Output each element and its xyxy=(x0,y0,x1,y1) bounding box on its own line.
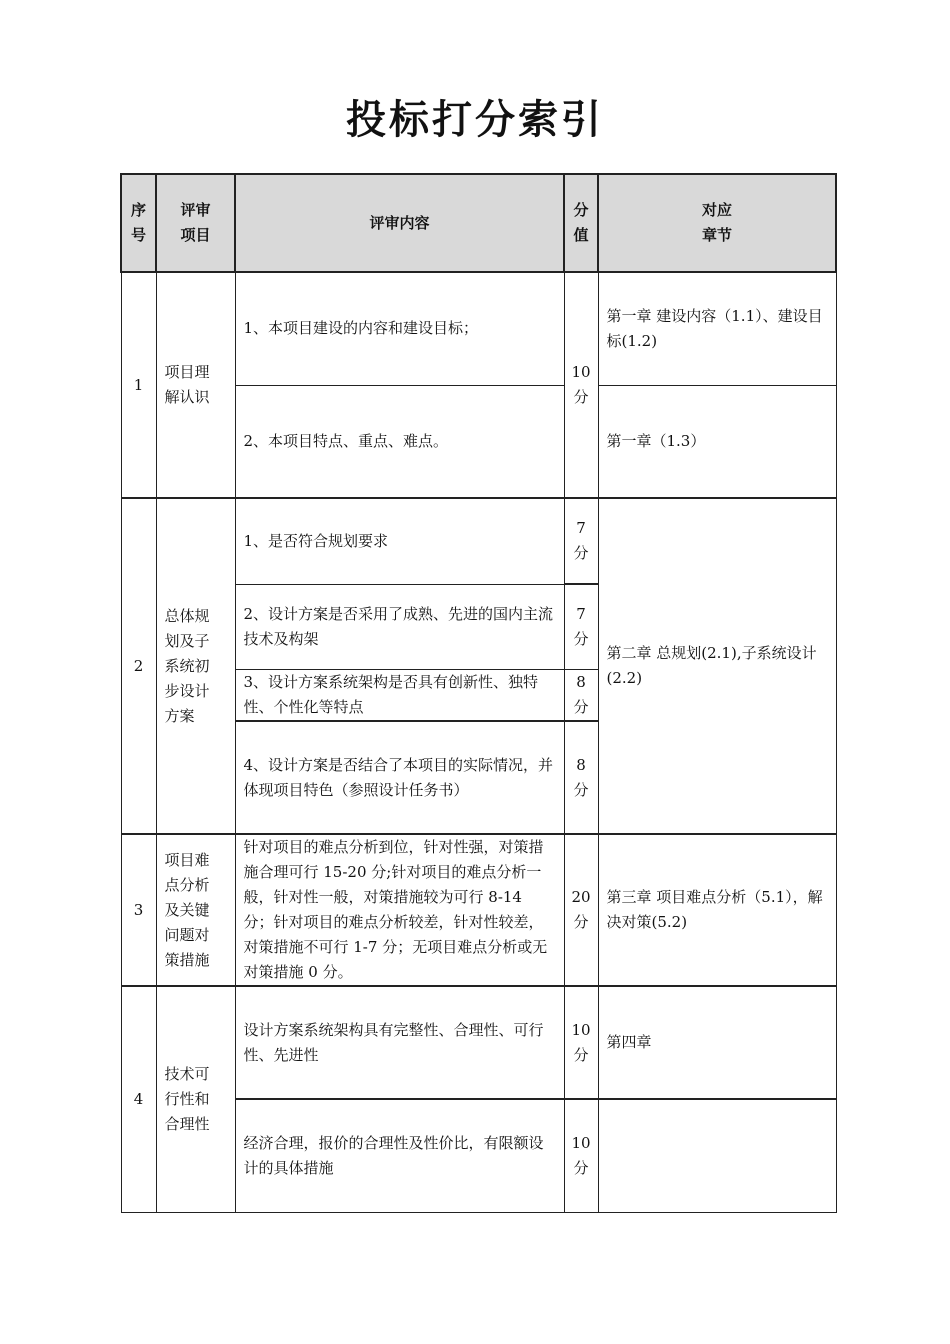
content-cell: 经济合理，报价的合理性及性价比，有限额设计的具体措施 xyxy=(235,1099,564,1212)
score-cell: 10 分 xyxy=(564,1099,598,1212)
content-cell: 针对项目的难点分析到位，针对性强，对策措施合理可行 15-20 分;针对项目的难点分析一般，针对性一般，对策措施较为可行 8-14 分；针对项目的难点分析较差，针对性较差，对策措施不可行 1-7 分；无项目难点分析或无对策措施 0 分。 xyxy=(235,834,564,986)
score-cell: 10 分 xyxy=(564,272,598,498)
header-seq: 序 号 xyxy=(121,174,156,272)
score-cell: 8 分 xyxy=(564,721,598,834)
chapter-cell xyxy=(598,1099,836,1212)
content-cell: 1、是否符合规划要求 xyxy=(235,498,564,584)
seq-cell: 3 xyxy=(121,834,156,986)
seq-cell: 2 xyxy=(121,498,156,834)
chapter-cell: 第一章 建设内容（1.1）、建设目标(1.2) xyxy=(598,272,836,385)
item-cell: 总体规 划及子 系统初 步设计 方案 xyxy=(156,498,235,834)
item-cell: 项目难 点分析 及关键 问题对 策措施 xyxy=(156,834,235,986)
chapter-cell: 第一章（1.3） xyxy=(598,385,836,498)
item-cell: 技术可 行性和 合理性 xyxy=(156,986,235,1212)
header-chapter: 对应 章节 xyxy=(598,174,836,272)
content-cell: 4、设计方案是否结合了本项目的实际情况，并体现项目特色（参照设计任务书） xyxy=(235,721,564,834)
table-row xyxy=(121,986,836,1099)
table-row xyxy=(121,498,836,584)
score-cell: 7 分 xyxy=(564,498,598,584)
content-cell: 2、本项目特点、重点、难点。 xyxy=(235,385,564,498)
page-title: 投标打分索引 xyxy=(346,97,604,143)
table-row xyxy=(121,834,836,986)
header-row xyxy=(121,174,836,272)
chapter-cell: 第二章 总规划(2.1),子系统设计(2.2) xyxy=(598,498,836,834)
score-cell: 7 分 xyxy=(564,584,598,669)
chapter-cell: 第四章 xyxy=(598,986,836,1099)
score-cell: 20 分 xyxy=(564,834,598,986)
content-cell: 2、设计方案是否采用了成熟、先进的国内主流技术及构架 xyxy=(235,584,564,669)
content-cell: 3、设计方案系统架构是否具有创新性、独特性、个性化等特点 xyxy=(235,669,564,721)
header-content: 评审内容 xyxy=(235,174,564,272)
content-cell: 设计方案系统架构具有完整性、合理性、可行性、先进性 xyxy=(235,986,564,1099)
score-cell: 10 分 xyxy=(564,986,598,1099)
header-item: 评审 项目 xyxy=(156,174,235,272)
header-score: 分 值 xyxy=(564,174,598,272)
score-cell: 8 分 xyxy=(564,669,598,721)
scoring-index-table xyxy=(120,173,837,1213)
chapter-cell: 第三章 项目难点分析（5.1），解决对策(5.2) xyxy=(598,834,836,986)
table-row xyxy=(121,272,836,385)
content-cell: 1、本项目建设的内容和建设目标； xyxy=(235,272,564,385)
seq-cell: 1 xyxy=(121,272,156,498)
item-cell: 项目理 解认识 xyxy=(156,272,235,498)
seq-cell: 4 xyxy=(121,986,156,1212)
